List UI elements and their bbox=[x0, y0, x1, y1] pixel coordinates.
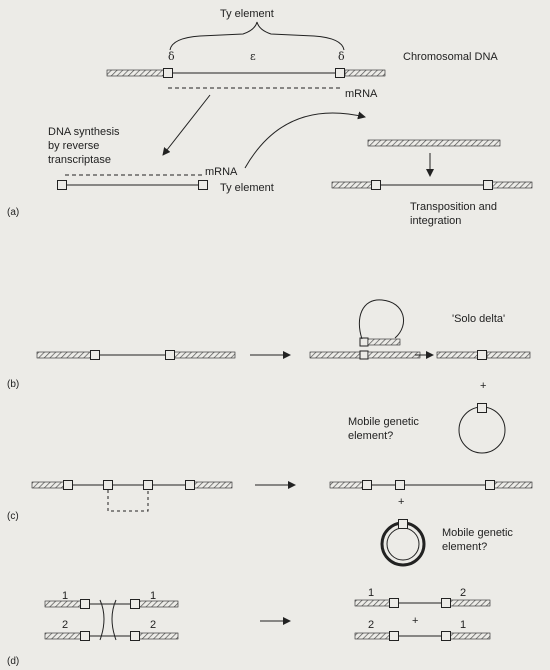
c-left-delta-box-1 bbox=[104, 481, 113, 490]
b-left-hatch-right bbox=[170, 352, 235, 358]
c-circle-inner bbox=[387, 528, 419, 560]
panel-c-label: (c) bbox=[7, 511, 19, 522]
arrow-to-synthesis bbox=[163, 95, 210, 155]
a-top-delta-box-0 bbox=[164, 69, 173, 78]
ty-element-top-label: Ty element bbox=[220, 8, 274, 20]
d-left-top-hatch-right bbox=[135, 601, 178, 607]
a-integrated-hatch-left bbox=[332, 182, 376, 188]
plus-b-label: + bbox=[480, 380, 487, 392]
c-dashed-bracket bbox=[108, 490, 148, 511]
solo-delta-label: 'Solo delta' bbox=[452, 313, 506, 325]
d-left-bot-delta-box-0 bbox=[81, 632, 90, 641]
plus-d-label: + bbox=[412, 615, 419, 627]
a-integrated-hatch-right bbox=[488, 182, 532, 188]
c-left-delta-box-3 bbox=[186, 481, 195, 490]
ty-element-mid-label: Ty element bbox=[220, 182, 274, 194]
d-left-top-delta-box-0 bbox=[81, 600, 90, 609]
b-solo-hatch-left bbox=[437, 352, 480, 358]
a-integrated-delta-box-0 bbox=[372, 181, 381, 190]
b-solo-hatch-right bbox=[487, 352, 530, 358]
c-right-hatch-left bbox=[330, 482, 367, 488]
b-circle-element bbox=[459, 407, 505, 453]
d-left-bot-hatch-left bbox=[45, 633, 85, 639]
c-right-delta-box-2 bbox=[486, 481, 495, 490]
arrow-to-target bbox=[245, 113, 365, 168]
d-right-top-delta-box-0 bbox=[390, 599, 399, 608]
c-circle-outer bbox=[382, 523, 424, 565]
d-right-top-delta-box-1 bbox=[442, 599, 451, 608]
dna-synthesis-label-1: DNA synthesis bbox=[48, 126, 120, 138]
a-top-hatch-right bbox=[345, 70, 385, 76]
transposition-label-2: integration bbox=[410, 215, 462, 227]
c-left-hatch-right bbox=[190, 482, 232, 488]
b-mid-hatch-upper-right bbox=[368, 339, 400, 345]
b-left-hatch-left bbox=[37, 352, 95, 358]
dna-synthesis-label-2: by reverse bbox=[48, 140, 100, 152]
d-left-top-box-2 bbox=[131, 600, 140, 609]
d-left-bot-num-1: 2 bbox=[62, 619, 69, 631]
d-right-bot-hatch-right bbox=[446, 633, 490, 639]
chromosomal-dna-label: Chromosomal DNA bbox=[403, 51, 498, 63]
mobile-c-label-1: Mobile genetic bbox=[442, 527, 513, 539]
b-mid-box-lower bbox=[360, 351, 368, 359]
epsilon-label: ε bbox=[250, 50, 256, 63]
d-right-bot-num-2: 1 bbox=[460, 619, 467, 631]
a-integrated-delta-box-1 bbox=[484, 181, 493, 190]
b-mid-hatch-left bbox=[310, 352, 362, 358]
c-right-delta-box-1 bbox=[396, 481, 405, 490]
d-right-bot-num-1: 2 bbox=[368, 619, 375, 631]
c-right-delta-box-0 bbox=[363, 481, 372, 490]
panel-b-label: (b) bbox=[7, 379, 20, 390]
b-left-delta-box-0 bbox=[91, 351, 100, 360]
plus-c-label: + bbox=[398, 496, 405, 508]
b-solo-delta-box bbox=[478, 351, 487, 360]
d-right-bot-delta-box-0 bbox=[390, 632, 399, 641]
ty-mid-box-left bbox=[58, 181, 67, 190]
d-left-bot-box-2 bbox=[131, 632, 140, 641]
d-right-bot-hatch-left bbox=[355, 633, 394, 639]
c-circle-delta-box bbox=[399, 520, 408, 529]
c-right-hatch-right bbox=[490, 482, 532, 488]
d-left-bot-num-2: 2 bbox=[150, 619, 157, 631]
d-left-bot-hatch-right bbox=[135, 633, 178, 639]
b-loop bbox=[359, 300, 403, 339]
d-right-top-hatch-right bbox=[446, 600, 490, 606]
a-top-hatch-left bbox=[107, 70, 165, 76]
b-mid-box-upper bbox=[360, 338, 368, 346]
mobile-b-label-1: Mobile genetic bbox=[348, 416, 419, 428]
panel-a-label: (a) bbox=[7, 207, 20, 218]
b-left-delta-box-1 bbox=[166, 351, 175, 360]
delta-right-label: δ bbox=[338, 50, 345, 63]
mrna-mid-label: mRNA bbox=[205, 166, 238, 178]
d-right-bot-delta-box-1 bbox=[442, 632, 451, 641]
ty-mid-box-right bbox=[199, 181, 208, 190]
b-mid-hatch-lower-right bbox=[368, 352, 420, 358]
d-crossover bbox=[100, 600, 116, 640]
dna-synthesis-label-3: transcriptase bbox=[48, 154, 111, 166]
target-dna-hatch bbox=[368, 140, 500, 146]
a-top-delta-box-1 bbox=[336, 69, 345, 78]
mrna-top-label: mRNA bbox=[345, 88, 378, 100]
c-left-hatch-left bbox=[32, 482, 68, 488]
d-left-top-num-2: 1 bbox=[150, 590, 157, 602]
mobile-c-label-2: element? bbox=[442, 541, 488, 553]
d-right-top-num-2: 2 bbox=[460, 587, 467, 599]
delta-left-label: δ bbox=[168, 50, 175, 63]
transposition-label-1: Transposition and bbox=[410, 201, 498, 213]
mobile-b-label-2: element? bbox=[348, 430, 394, 442]
ty-element-brace bbox=[170, 22, 344, 50]
d-right-top-hatch-left bbox=[355, 600, 394, 606]
c-left-delta-box-0 bbox=[64, 481, 73, 490]
d-right-top-num-1: 1 bbox=[368, 587, 375, 599]
d-left-top-num-1: 1 bbox=[62, 590, 69, 602]
b-circle-delta-box bbox=[478, 404, 487, 413]
c-left-delta-box-2 bbox=[144, 481, 153, 490]
panel-d-label: (d) bbox=[7, 656, 20, 667]
